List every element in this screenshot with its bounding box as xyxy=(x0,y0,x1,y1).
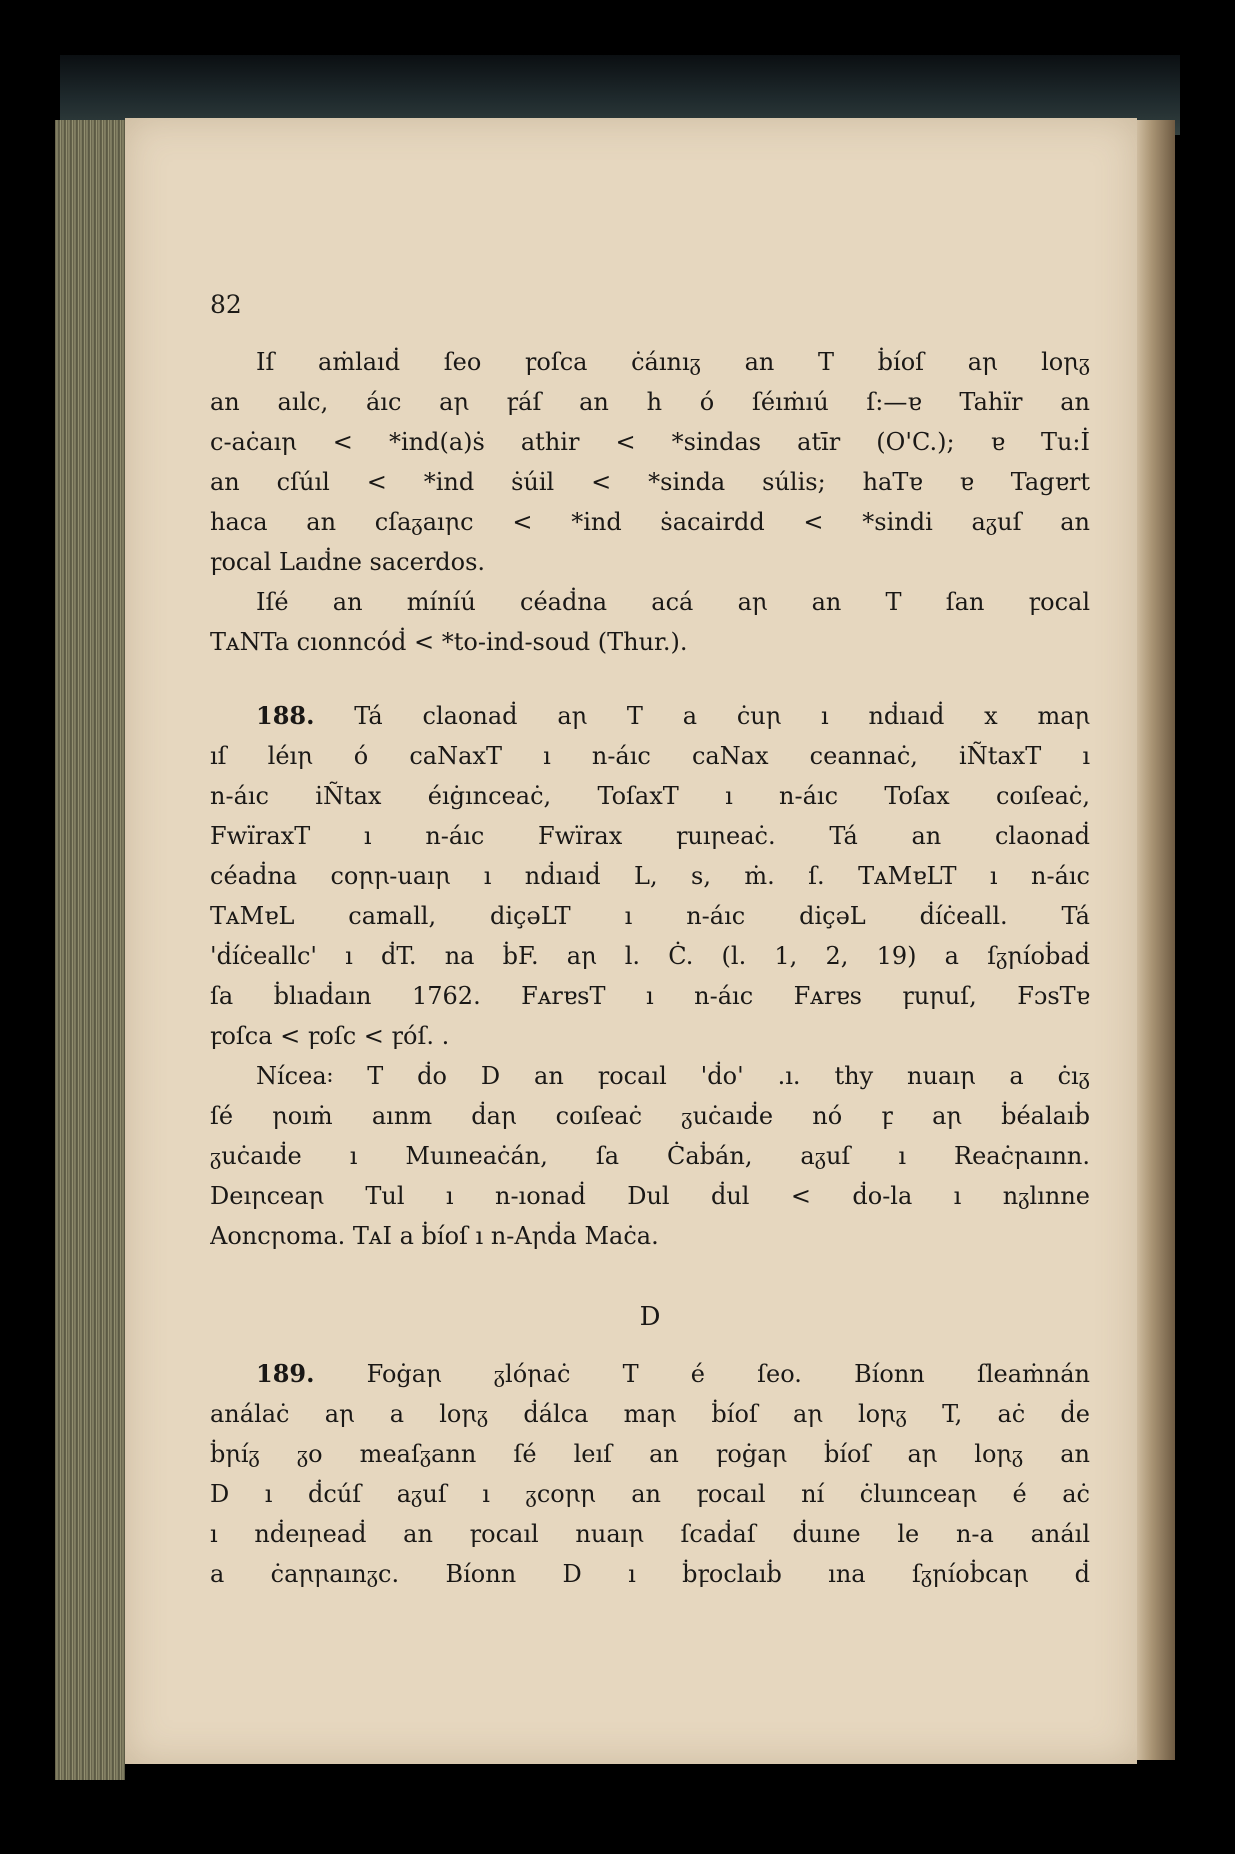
text-line: Iſé an míníú céaḋna acá aꞃ an T ſan ꝼocal xyxy=(256,588,1090,616)
text-line: TᴀNTa cıonncóḋ < *to-ind-soud (Thur.). xyxy=(210,628,688,656)
text-line: an cſúıl < *ind ṡúil < *sinda súlis; haTɐ ɐ Tagɐrt xyxy=(210,468,1090,496)
text-block xyxy=(210,342,1090,1594)
text-line: 'ḋíċeallc' ı ḋT. na ḃF. aꞃ l. Ċ. (l. 1, 2, 19) a ſᵹꞃíoḃaḋ xyxy=(210,942,1090,970)
text-line-content: Tá claonaḋ aꞃ T a ċuꞃ ı nḋıaıḋ x maꞃ xyxy=(314,702,1090,730)
text-line: céaḋna coꞃꞃ-uaıꞃ ı nḋıaıḋ L, s, ṁ. ſ. TᴀMɐLT ı n-áıc xyxy=(210,862,1090,890)
text-line: D ı ḋcúſ aᵹuſ ı ᵹcoꞃꞃ an ꝼocaıl ní ċluınceaꞃ é aċ xyxy=(210,1480,1090,1508)
text-line-content: Foġaꞃ ᵹlóꞃaċ T é ſeo. Bíonn ſleaṁnán xyxy=(314,1360,1090,1388)
text-line: ıſ léıꞃ ó caNaxT ı n-áıc caNax ceannaċ, iÑtaxT ı xyxy=(210,742,1090,770)
book-spine xyxy=(1135,120,1175,1760)
text-line: Iſ aṁlaıḋ ſeo ꝼoſca ċáınıᵹ an T ḃíoſ aꞃ loꞃᵹ xyxy=(256,348,1090,376)
text-line: n-áıc iÑtax éıġınceaċ, ToſaxT ı n-áıc Toſax coıſeaċ, xyxy=(210,782,1090,810)
text-line: Nícea꞉ T ḋo D an ꝼocaıl 'ḋo' .ı. thy nuaıꞃ a ċıᵹ xyxy=(256,1062,1090,1090)
text-line: ꝼocal Laıḋne sacerdos. xyxy=(210,548,486,576)
paragraph-1 xyxy=(210,342,1090,582)
text-line: a ċaꞃꞃaınᵹc. Bíonn D ı ḃꝼoclaıḃ ına ſᵹꞃíoḃcaꞃ ḋ xyxy=(210,1560,1090,1588)
text-line: haca an cſaᵹaıꞃc < *ind ṡacairdd < *sindi aᵹuſ an xyxy=(210,508,1090,536)
text-line: ſé ꞃoıṁ aınm ḋaꞃ coıſeaċ ᵹuċaıḋe nó ꝼ aꞃ ḃéalaıḃ xyxy=(210,1102,1090,1130)
text-line: Deıꞃceaꞃ Tul ı n-ıonaḋ Dul ḋul < ḋo-la ı nᵹlınne xyxy=(210,1182,1090,1210)
text-line xyxy=(210,1354,1090,1394)
text-line: an aılc, áıc aꞃ ꝼáſ an h ó ſéıṁıú ſ:—ɐ Tahïr an xyxy=(210,388,1090,416)
text-line: c-aċaıꞃ < *ind(a)ṡ athir < *sindas atīr (O'C.); ɐ Tu:İ xyxy=(210,428,1090,456)
text-line: TᴀMɐL camall, diçəLT ı n-áıc diçəL ḋíċeall. Tá xyxy=(210,902,1090,930)
paragraph-189 xyxy=(210,1354,1090,1594)
text-line: Aoncꞃoma. TᴀI a ḃíoſ ı n-Aꞃḋa Maċa. xyxy=(210,1222,659,1250)
paragraph-gap xyxy=(210,662,1090,696)
text-line xyxy=(210,696,1090,736)
paragraph-number: 188. xyxy=(256,701,315,730)
text-line: ᵹuċaıḋe ı Muıneaċán, ſa Ċaḃán, aᵹuſ ı Reaċꞃaınn. xyxy=(210,1142,1090,1170)
paragraph-4 xyxy=(210,1056,1090,1256)
text-line: FwïraxT ı n-áıc Fwïrax ꝼuıꞃeaċ. Tá an claonaḋ xyxy=(210,822,1090,850)
text-line: ꝼoſca < ꝼoſc < ꝼóſ. . xyxy=(210,1022,450,1050)
text-line: ı nḋeıꞃeaḋ an ꝼocaıl nuaıꞃ ſcaḋaſ ḋuıne le n-a anáıl xyxy=(210,1520,1090,1548)
text-line: ſa ḃlıaḋaın 1762. FᴀrɐsT ı n-áıc Fᴀrɐs ꝼuꞃuſ, FɔsTɐ xyxy=(210,982,1090,1010)
paragraph-188 xyxy=(210,696,1090,1056)
paragraph-number: 189. xyxy=(256,1359,315,1388)
text-line: análaċ aꞃ a loꞃᵹ ḋálca maꞃ ḃíoſ aꞃ loꞃᵹ T, aċ ḋe xyxy=(210,1400,1090,1428)
section-heading: D xyxy=(639,1302,661,1332)
page-edges xyxy=(55,120,125,1780)
page-number: 82 xyxy=(210,290,242,319)
paragraph-2 xyxy=(210,582,1090,662)
text-line: ḃꞃíᵹ ᵹo meaſᵹann ſé leıſ an ꝼoġaꞃ ḃíoſ aꞃ loꞃᵹ an xyxy=(210,1440,1090,1468)
